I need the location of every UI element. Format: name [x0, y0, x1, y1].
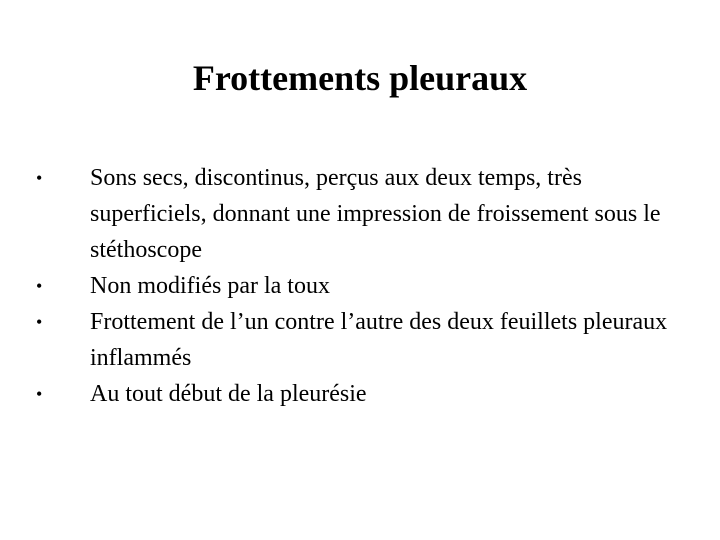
list-item — [36, 376, 696, 412]
list-item — [36, 304, 696, 376]
list-item — [36, 268, 696, 304]
list-item-text: Frottement de l’un contre l’autre des deux feuillets pleuraux inflammés — [90, 309, 668, 371]
bullet-icon: • — [36, 168, 43, 188]
slide-title: Frottements pleuraux — [192, 58, 528, 98]
bullet-icon: • — [36, 384, 43, 404]
list-item-text: Non modifiés par la toux — [90, 273, 330, 299]
bullet-icon: • — [36, 276, 43, 296]
list-item — [36, 160, 696, 268]
bullet-list — [36, 160, 696, 412]
list-item-text: Sons secs, discontinus, perçus aux deux temps, très superficiels, donnant une impression de froissement sous le stéthoscope — [90, 165, 661, 263]
list-item-text: Au tout début de la pleurésie — [90, 381, 367, 407]
bullet-icon: • — [36, 312, 43, 332]
